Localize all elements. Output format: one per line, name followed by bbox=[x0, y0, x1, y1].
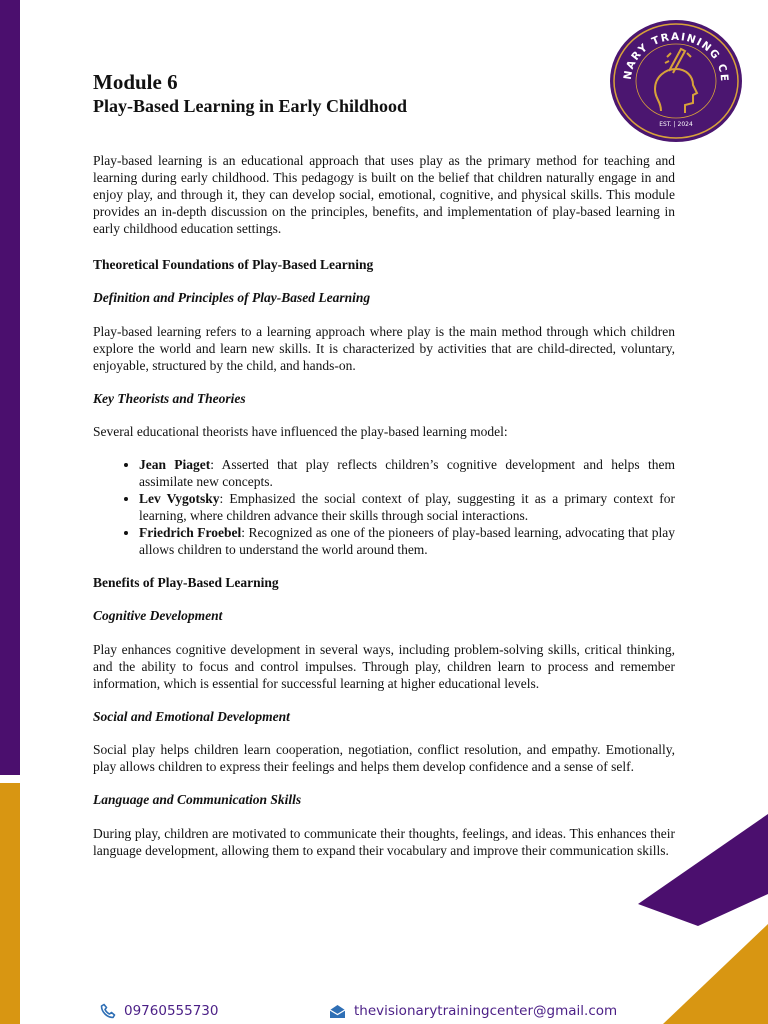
list-item bbox=[139, 490, 675, 524]
theory-heading: Theoretical Foundations of Play-Based Learning bbox=[93, 257, 374, 272]
module-title: Play-Based Learning in Early Childhood bbox=[93, 96, 408, 116]
phone-icon bbox=[100, 1003, 116, 1019]
logo-arc-text: NARY TRAINING CE bbox=[621, 30, 731, 84]
theorists-list bbox=[93, 456, 675, 558]
definition-heading: Definition and Principles of Play-Based Learning bbox=[93, 290, 371, 305]
theorists-intro: Several educational theorists have influenced the play-based learning model: bbox=[93, 424, 508, 439]
cognitive-heading: Cognitive Development bbox=[93, 608, 223, 623]
theorist-name: Friedrich Froebel bbox=[139, 525, 242, 540]
left-gold-bar bbox=[0, 783, 20, 1024]
phone-number: 09760555730 bbox=[124, 1003, 219, 1019]
document-body bbox=[93, 152, 675, 859]
theorist-name: Jean Piaget bbox=[139, 457, 211, 472]
left-purple-bar bbox=[0, 0, 20, 775]
theorists-heading: Key Theorists and Theories bbox=[93, 391, 246, 406]
theorist-description: : Recognized as one of the pioneers of play-based learning, advocating that play allows children to understand the world around them. bbox=[139, 525, 676, 557]
intro-paragraph: Play-based learning is an educational approach that uses play as the primary method for teaching and learning during early childhood. This pedagogy is built on the belief that children naturally engage in and enjoy play, and through it, they can develop social, emotional, cognitive, and physical skills. This module provides an in-depth discussion on the principles, benefits, and implementation of play-based learning in early childhood education settings. bbox=[93, 153, 675, 236]
social-paragraph: Social play helps children learn cooperation, negotiation, conflict resolution, and empathy. Emotionally, play allows children to express their feelings and helps them develop confidence and a sense of self. bbox=[93, 742, 675, 774]
definition-paragraph: Play-based learning refers to a learning approach where play is the main method through which children explore the world and learn new skills. It is characterized by activities that are child-directed, voluntary, enjoyable, structured by the child, and hands-on. bbox=[93, 324, 675, 373]
theorist-name: Lev Vygotsky bbox=[139, 491, 220, 506]
list-item bbox=[139, 524, 675, 558]
logo-est-text: EST. | 2024 bbox=[659, 121, 693, 128]
logo bbox=[609, 19, 743, 143]
page-header bbox=[93, 70, 407, 118]
cognitive-paragraph: Play enhances cognitive development in several ways, including problem-solving skills, critical thinking, and the ability to focus and control impulses. Through play, children learn to process and remember information, which is essential for successful learning at higher educational levels. bbox=[93, 642, 675, 691]
email-address: thevisionarytrainingcenter@gmail.com bbox=[354, 1003, 618, 1019]
language-paragraph: During play, children are motivated to communicate their thoughts, feelings, and ideas. This enhances their language development, allowing them to expand their vocabulary and improve their communication skills. bbox=[93, 826, 675, 858]
benefits-heading: Benefits of Play-Based Learning bbox=[93, 575, 279, 590]
footer-email[interactable] bbox=[329, 1001, 617, 1021]
social-heading: Social and Emotional Development bbox=[93, 709, 290, 724]
envelope-icon bbox=[329, 1004, 346, 1019]
theorist-description: : Asserted that play reflects children’s cognitive development and helps them assimilate new concepts. bbox=[139, 457, 675, 489]
footer-phone[interactable] bbox=[100, 1001, 218, 1021]
list-item bbox=[139, 456, 675, 490]
language-heading: Language and Communication Skills bbox=[93, 792, 302, 807]
theorist-description: : Emphasized the social context of play, suggesting it as a primary context for learning, where children advance their skills through social interactions. bbox=[139, 491, 675, 523]
module-number: Module 6 bbox=[93, 70, 178, 94]
